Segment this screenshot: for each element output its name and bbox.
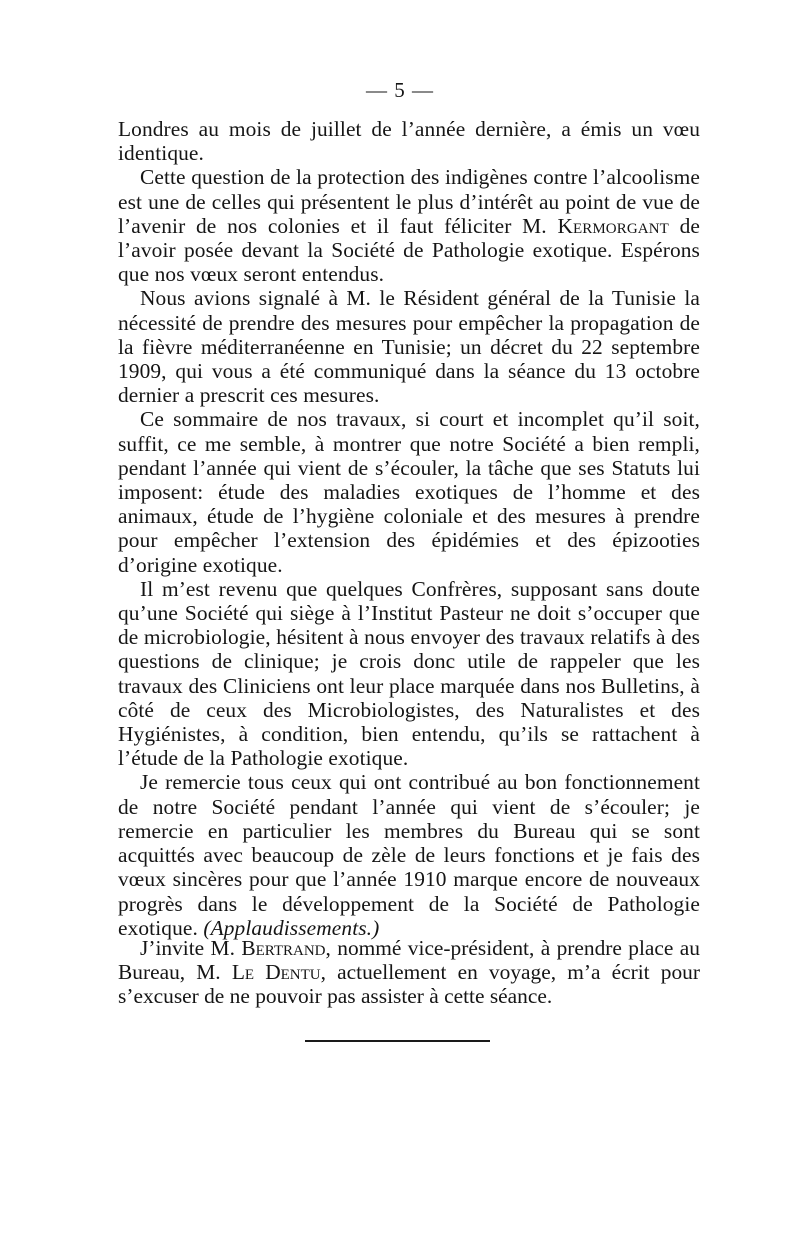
body-text <box>118 117 700 940</box>
closing-text-c: , actuellement en voyage, m’a écrit pour s’excuser de ne pouvoir pas assister à cette séance. <box>118 960 700 1009</box>
closing-text-b: , nommé vice-président, à prendre place au Bureau, M. <box>118 936 700 985</box>
paragraph-1: Londres au mois de juillet de l’année dernière, a émis un vœu identique. <box>118 117 700 166</box>
paragraph-5: Il m’est revenu que quelques Confrères, supposant sans doute qu’une Société qui siège à l’Institut Pasteur ne doit s’occuper que de microbiologie, hésitent à nous envoyer des travaux relatifs à des questions de clinique; je crois donc utile de rappeler que les travaux des Cliniciens ont leur place marquée dans nos Bulletins, à côté de ceux des Microbiologistes, des Naturalistes et des Hygiénistes, à condition, bien entendu, qu’ils se rattachent à l’étude de la Pathologie exotique. <box>118 576 700 771</box>
page-number: — 5 — <box>366 78 434 102</box>
person-name-bertrand: Bertrand <box>241 936 326 960</box>
paragraph-2-text-a: Cette question de la protection des indigènes contre l’alcoolisme est une de celles qui présentent le plus d’intérêt au point de vue de l’avenir de nos colonies et il faut féliciter M. <box>118 165 700 238</box>
person-name-kermorgant: Kermorgant <box>557 213 669 238</box>
person-name-le-dentu: Le Dentu <box>231 960 321 985</box>
paragraph-6 <box>118 770 700 939</box>
closing-text <box>118 936 700 1009</box>
closing-paragraph <box>118 936 700 1009</box>
end-rule <box>305 1040 490 1042</box>
applause-note: (Applaudissements.) <box>203 915 380 940</box>
paragraph-6-text: Je remercie tous ceux qui ont contribué au bon fonctionnement de notre Société pendant l’année qui vient de s’écouler; je remercie en particulier les membres du Bureau qui se sont acquittés avec beaucoup de zèle de leurs fonctions et je fais des vœux sincères pour que l’année 1910 marque encore de nouveaux progrès dans le développement de la Société de Pathologie exotique. <box>118 770 700 940</box>
paragraph-3: Nous avions signalé à M. le Résident général de la Tunisie la nécessité de prendre des mesures pour empêcher la propagation de la fièvre méditerranéenne en Tunisie; un décret du 22 septembre 1909, qui vous a été communiqué dans la séance du 13 octobre dernier a prescrit ces mesures. <box>118 286 700 408</box>
closing-text-a: J’invite M. <box>140 936 242 960</box>
paragraph-4: Ce sommaire de nos travaux, si court et incomplet qu’il soit, suffit, ce me semble, à montrer que notre Société a bien rempli, pendant l’année qui vient de s’écouler, la tâche que ses Statuts lui imposent: étude des maladies exotiques de l’homme et des animaux, étude de l’hygiène coloniale et des mesures à prendre pour empêcher l’extension des épidémies et des épizooties d’origine exotique. <box>118 407 700 577</box>
paragraph-2-text-b: de l’avoir posée devant la Société de Pathologie exotique. Espérons que nos vœux seront entendus. <box>118 213 700 287</box>
paragraph-2 <box>118 165 700 286</box>
